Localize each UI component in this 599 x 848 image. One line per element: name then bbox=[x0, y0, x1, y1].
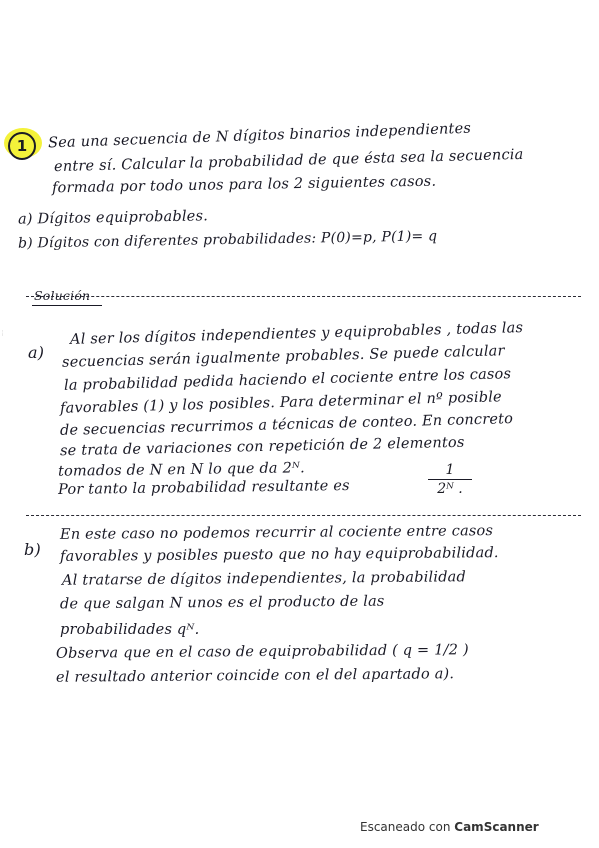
part-b-line-2: favorables y posibles puesto que no hay equiprobabilidad. bbox=[59, 545, 499, 565]
result-fraction bbox=[428, 462, 472, 497]
case-b-statement: b) Dígitos con diferentes probabilidades: P(0)=p, P(1)= q bbox=[17, 228, 438, 252]
problem-number: 1 bbox=[8, 132, 36, 160]
margin-mark: ····· bbox=[0, 330, 5, 337]
problem-line-1: Sea una secuencia de N dígitos binarios independientes bbox=[47, 120, 472, 152]
section-divider-bottom bbox=[26, 515, 581, 516]
heading-underline bbox=[32, 305, 102, 306]
case-a-statement: a) Dígitos equiprobables. bbox=[17, 208, 209, 228]
part-a-line-1: Al ser los dígitos independientes y equiprobables , todas las bbox=[69, 320, 524, 348]
fraction-numerator: 1 bbox=[445, 462, 455, 478]
part-a-line-4: favorables (1) y los posibles. Para determinar el nº posible bbox=[59, 389, 503, 417]
part-b-line-6: Observa que en el caso de equiprobabilidad ( q = 1/2 ) bbox=[55, 642, 469, 662]
watermark-prefix: Escaneado con bbox=[360, 820, 451, 834]
part-b-line-1: En este caso no podemos recurrir al cociente entre casos bbox=[59, 523, 494, 543]
part-a-label: a) bbox=[28, 343, 45, 362]
part-a-line-5: de secuencias recurrimos a técnicas de conteo. En concreto bbox=[59, 411, 514, 439]
part-b-line-4: de que salgan N unos es el producto de las bbox=[59, 593, 385, 613]
section-divider-top bbox=[26, 296, 581, 297]
fraction-bar bbox=[428, 479, 472, 480]
part-b-line-7: el resultado anterior coincide con el del apartado a). bbox=[55, 666, 455, 686]
solution-heading: Solución bbox=[34, 288, 91, 303]
part-a-line-3: la probabilidad pedida haciendo el cociente entre los casos bbox=[63, 366, 512, 394]
part-a-line-7: tomados de N en N lo que da 2ᴺ. bbox=[57, 460, 306, 480]
part-b-label: b) bbox=[24, 540, 41, 559]
problem-line-2: entre sí. Calcular la probabilidad de que ésta sea la secuencia bbox=[53, 146, 524, 176]
part-a-line-8: Por tanto la probabilidad resultante es bbox=[57, 477, 350, 499]
part-b-line-5: probabilidades qᴺ. bbox=[60, 622, 200, 638]
problem-line-3: formada por todo unos para los 2 siguientes casos. bbox=[51, 173, 437, 197]
fraction-denominator: 2ᴺ . bbox=[437, 481, 463, 497]
part-b-line-3: Al tratarse de dígitos independientes, la probabilidad bbox=[61, 569, 467, 589]
watermark-brand: CamScanner bbox=[454, 820, 539, 834]
part-a-line-2: secuencias serán igualmente probables. Se puede calcular bbox=[61, 343, 505, 371]
scanner-watermark bbox=[360, 820, 539, 834]
part-a-line-6: se trata de variaciones con repetición de 2 elementos bbox=[59, 434, 465, 460]
